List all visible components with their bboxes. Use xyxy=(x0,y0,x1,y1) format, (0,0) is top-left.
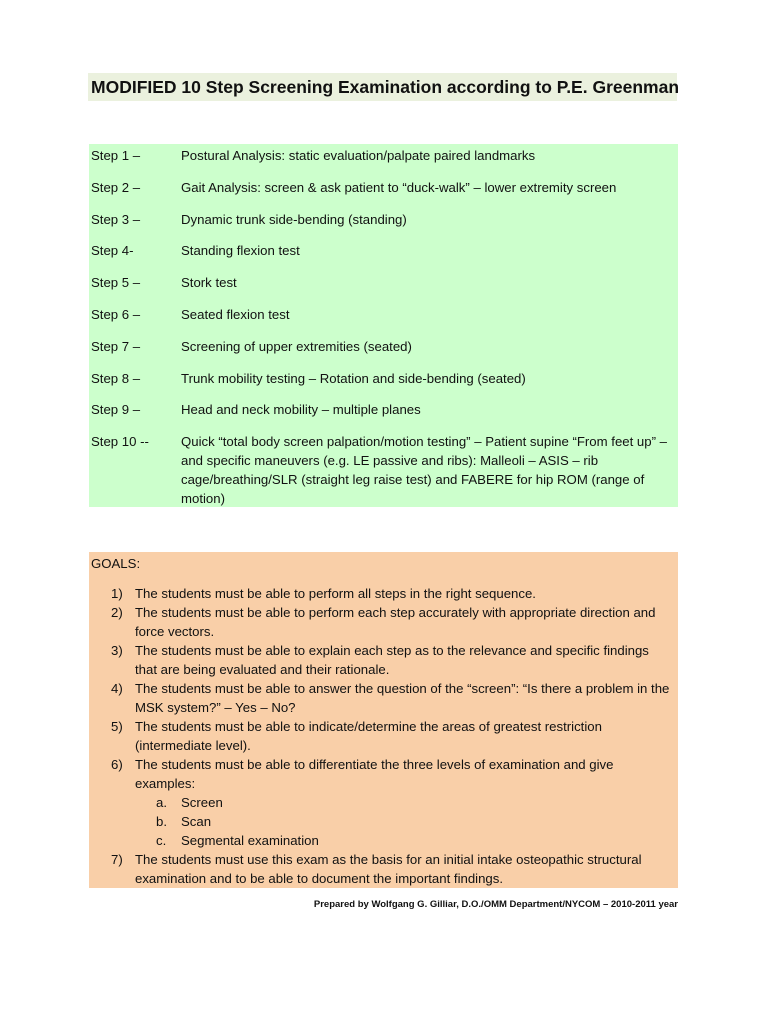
step-label: Step 5 – xyxy=(91,275,141,290)
goal-text: The students must use this exam as the basis for an initial intake osteopathic structural examination and to be able to document the important findings. xyxy=(135,852,642,886)
step-label: Step 6 – xyxy=(91,307,141,322)
goal-text: The students must be able to answer the question of the “screen”: “Is there a problem in the MSK system?” – Yes – No? xyxy=(135,681,670,715)
steps-section xyxy=(89,144,678,507)
step-label: Step 9 – xyxy=(91,402,141,417)
footer-credit: Prepared by Wolfgang G. Gilliar, D.O./OMM Department/NYCOM – 2010-2011 year xyxy=(313,899,678,910)
document-title: MODIFIED 10 Step Screening Examination according to P.E. Greenman xyxy=(88,73,677,101)
step-text: Standing flexion test xyxy=(181,243,300,258)
step-text: Dynamic trunk side-bending (standing) xyxy=(181,212,407,227)
subitem-letter: b. xyxy=(156,814,167,829)
step-label: Step 2 – xyxy=(91,180,141,195)
goal-number: 7) xyxy=(111,852,123,867)
step-text: Seated flexion test xyxy=(181,307,290,322)
goal-text: The students must be able to differentiate the three levels of examination and give examples: xyxy=(135,757,614,791)
goals-section xyxy=(89,552,678,888)
goal-number: 3) xyxy=(111,643,123,658)
step-label: Step 3 – xyxy=(91,212,141,227)
step-text: Trunk mobility testing – Rotation and side-bending (seated) xyxy=(181,371,526,386)
goal-number: 1) xyxy=(111,586,123,601)
goal-number: 6) xyxy=(111,757,123,772)
goal-number: 5) xyxy=(111,719,123,734)
subitem-text: Screen xyxy=(181,795,223,810)
subitem-text: Scan xyxy=(181,814,212,829)
step-text: Postural Analysis: static evaluation/palpate paired landmarks xyxy=(181,148,536,163)
goals-heading: GOALS: xyxy=(91,556,141,571)
step-label: Step 7 – xyxy=(91,339,141,354)
subitem-letter: a. xyxy=(156,795,167,810)
goal-text: The students must be able to perform all steps in the right sequence. xyxy=(135,586,536,601)
goal-number: 4) xyxy=(111,681,123,696)
step-label: Step 10 -- xyxy=(91,434,149,449)
step-text: Screening of upper extremities (seated) xyxy=(181,339,412,354)
goal-text: The students must be able to perform each step accurately with appropriate direction and force vectors. xyxy=(135,605,656,639)
goal-text: The students must be able to indicate/determine the areas of greatest restriction (intermediate level). xyxy=(135,719,602,753)
goal-text: The students must be able to explain each step as to the relevance and specific findings that are being evaluated and their rationale. xyxy=(135,643,649,677)
subitem-text: Segmental examination xyxy=(181,833,319,848)
step-label: Step 8 – xyxy=(91,371,141,386)
goal-number: 2) xyxy=(111,605,123,620)
step-label: Step 4- xyxy=(91,243,134,258)
step-text: Gait Analysis: screen & ask patient to “duck-walk” – lower extremity screen xyxy=(181,180,617,195)
step-text: Quick “total body screen palpation/motion testing” – Patient supine “From feet up” – and specific maneuvers (e.g. LE passive and ribs): Malleoli – ASIS – rib cage/breathing/SLR (straight leg raise test) and FABERE for hip ROM (range of motion) xyxy=(181,434,667,506)
step-text: Head and neck mobility – multiple planes xyxy=(181,402,421,417)
step-label: Step 1 – xyxy=(91,148,141,163)
subitem-letter: c. xyxy=(156,833,167,848)
step-text: Stork test xyxy=(181,275,237,290)
